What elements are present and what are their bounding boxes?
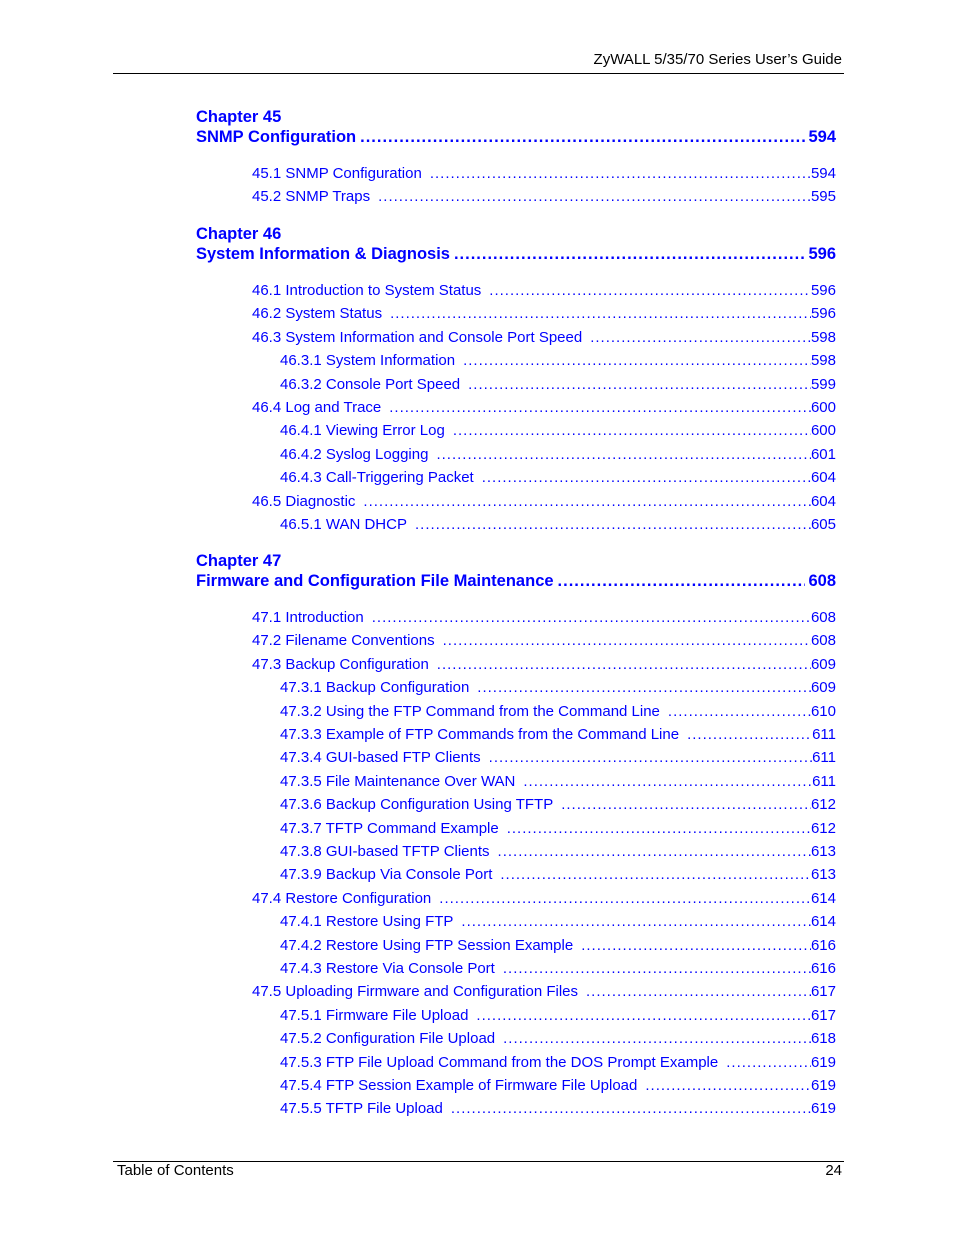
toc-entry-page-number: 614 [810, 913, 836, 931]
toc-entry-title: 47.3.3 Example of FTP Commands from the Command Line [280, 726, 680, 743]
toc-subsection-link[interactable] [280, 445, 836, 465]
toc-entry-page-number: 595 [810, 188, 836, 206]
dot-leader [437, 655, 811, 675]
toc-section-link[interactable] [252, 187, 836, 207]
toc-section-link[interactable] [252, 631, 836, 651]
toc-entry-title: 47.5.5 TFTP File Upload [280, 1100, 443, 1118]
toc-entry-page-number: 610 [810, 702, 836, 720]
toc-entry-title: 46.4.2 Syslog Logging [280, 445, 429, 463]
toc-entry-page-number: 609 [810, 655, 836, 673]
header-rule [113, 73, 844, 74]
toc-section-link[interactable] [252, 492, 836, 512]
chapter-label: Chapter 47 [196, 552, 282, 570]
dot-leader [581, 936, 811, 956]
toc-entry-page-number: 619 [810, 1100, 836, 1118]
footer-page-number: 24 [825, 1162, 842, 1179]
toc-subsection-link[interactable] [280, 1053, 836, 1073]
dot-leader [489, 748, 812, 768]
toc-entry-page-number: 598 [810, 352, 836, 370]
toc-subsection-link[interactable] [280, 515, 836, 535]
dot-leader [590, 328, 811, 348]
toc-subsection-link[interactable] [280, 748, 836, 768]
toc-entry-page-number: 611 [812, 749, 836, 767]
toc-section-link[interactable] [252, 982, 836, 1002]
dot-leader [363, 492, 811, 512]
dot-leader [498, 842, 811, 862]
toc-entry-title: 47.5 Uploading Firmware and Configuration Files [252, 983, 579, 1001]
toc-section-link[interactable] [252, 398, 836, 418]
chapter-title: System Information & Diagnosis [196, 245, 450, 263]
toc-entry-page-number: 617 [810, 983, 836, 1001]
toc-entry-page-number: 611 [812, 726, 836, 743]
dot-leader [558, 571, 806, 591]
toc-section-link[interactable] [252, 164, 836, 184]
dot-leader [687, 725, 812, 745]
toc-entry-title: 46.5 Diagnostic [252, 492, 356, 510]
toc-subsection-link[interactable] [280, 959, 836, 979]
toc-entry-page-number: 599 [810, 375, 836, 393]
toc-entry-page-number: 616 [810, 936, 836, 954]
toc-entry-page-number: 604 [810, 492, 836, 510]
toc-entry-page-number: 604 [810, 469, 836, 487]
toc-entry-title: 47.3.1 Backup Configuration [280, 679, 470, 697]
toc-entry-title: 46.2 System Status [252, 305, 383, 323]
toc-entry-title: 46.5.1 WAN DHCP [280, 516, 407, 533]
toc-entry-title: 47.3.5 File Maintenance Over WAN [280, 772, 516, 790]
dot-leader [507, 819, 811, 839]
toc-section-link[interactable] [252, 889, 836, 909]
toc-entry-page-number: 600 [810, 422, 836, 440]
toc-subsection-link[interactable] [280, 865, 836, 885]
chapter-title-link[interactable] [196, 244, 836, 264]
chapter-page-number: 594 [808, 128, 836, 146]
dot-leader [451, 1099, 811, 1119]
toc-entry-page-number: 608 [810, 632, 836, 650]
toc-entry-title: 47.5.4 FTP Session Example of Firmware File Upload [280, 1077, 638, 1094]
dot-leader [668, 702, 811, 722]
toc-entry-page-number: 611 [812, 772, 836, 790]
toc-entry-page-number: 601 [810, 445, 836, 463]
running-header-title: ZyWALL 5/35/70 Series User’s Guide [593, 51, 842, 68]
dot-leader [430, 164, 811, 184]
dot-leader [443, 631, 811, 651]
toc-entry-title: 47.3.8 GUI-based TFTP Clients [280, 843, 490, 860]
toc-subsection-link[interactable] [280, 912, 836, 932]
chapter-label: Chapter 45 [196, 108, 282, 126]
toc-entry-title: 47.4.1 Restore Using FTP [280, 913, 454, 931]
dot-leader [415, 515, 811, 535]
dot-leader [372, 608, 811, 628]
footer-section-label: Table of Contents [117, 1162, 234, 1179]
dot-leader [453, 421, 811, 441]
dot-leader [477, 678, 811, 698]
toc-entry-page-number: 617 [810, 1006, 836, 1024]
toc-entry-page-number: 598 [810, 328, 836, 346]
dot-leader [454, 244, 806, 264]
toc-subsection-link[interactable] [280, 819, 836, 839]
chapter-page-number: 608 [808, 572, 836, 590]
toc-entry-title: 46.1 Introduction to System Status [252, 282, 482, 299]
toc-entry-page-number: 596 [810, 305, 836, 323]
dot-leader [726, 1053, 811, 1073]
toc-entry-title: 47.4 Restore Configuration [252, 889, 432, 907]
toc-subsection-link[interactable] [280, 421, 836, 441]
chapter-title: SNMP Configuration [196, 128, 357, 146]
toc-entry-title: 46.4.1 Viewing Error Log [280, 422, 445, 440]
toc-entry-page-number: 612 [810, 819, 836, 837]
dot-leader [360, 127, 805, 147]
toc-entry-page-number: 608 [810, 609, 836, 626]
toc-subsection-link[interactable] [280, 1006, 836, 1026]
toc-entry-page-number: 600 [810, 399, 836, 416]
toc-entry-page-number: 609 [810, 679, 836, 697]
toc-section-link[interactable] [252, 608, 836, 628]
toc-entry-page-number: 596 [810, 282, 836, 299]
toc-entry-page-number: 619 [810, 1077, 836, 1094]
dot-leader [586, 982, 811, 1002]
toc-entry-page-number: 613 [810, 843, 836, 860]
chapter-title-link[interactable] [196, 127, 836, 147]
toc-section-link[interactable] [252, 304, 836, 324]
dot-leader [500, 865, 811, 885]
dot-leader [436, 445, 811, 465]
toc-subsection-link[interactable] [280, 702, 836, 722]
chapter-label: Chapter 46 [196, 225, 282, 243]
toc-subsection-link[interactable] [280, 842, 836, 862]
toc-entry-page-number: 612 [810, 796, 836, 814]
chapter-title-link[interactable] [196, 571, 836, 591]
toc-entry-page-number: 605 [810, 516, 836, 533]
toc-entry-title: 46.4 Log and Trace [252, 399, 382, 416]
dot-leader [503, 1029, 811, 1049]
toc-entry-title: 47.3 Backup Configuration [252, 655, 429, 673]
toc-entry-title: 47.3.9 Backup Via Console Port [280, 866, 493, 884]
toc-entry-title: 47.3.4 GUI-based FTP Clients [280, 749, 481, 767]
toc-section-link[interactable] [252, 281, 836, 301]
toc-entry-page-number: 618 [810, 1030, 836, 1048]
toc-entry-title: 45.1 SNMP Configuration [252, 165, 422, 182]
toc-entry-title: 46.3 System Information and Console Port Speed [252, 328, 583, 346]
toc-entry-title: 47.3.6 Backup Configuration Using TFTP [280, 796, 554, 814]
dot-leader [645, 1076, 811, 1096]
dot-leader [439, 889, 811, 909]
dot-leader [482, 468, 811, 488]
dot-leader [463, 351, 811, 371]
toc-subsection-link[interactable] [280, 772, 836, 792]
toc-subsection-link[interactable] [280, 678, 836, 698]
dot-leader [390, 304, 811, 324]
toc-entry-page-number: 594 [810, 165, 836, 182]
toc-entry-page-number: 614 [810, 889, 836, 907]
toc-subsection-link[interactable] [280, 1099, 836, 1119]
toc-entry-title: 46.3.2 Console Port Speed [280, 375, 461, 393]
dot-leader [389, 398, 811, 418]
toc-entry-title: 47.5.2 Configuration File Upload [280, 1030, 496, 1048]
toc-entry-title: 47.5.1 Firmware File Upload [280, 1006, 469, 1024]
toc-subsection-link[interactable] [280, 468, 836, 488]
toc-entry-title: 45.2 SNMP Traps [252, 188, 371, 206]
chapter-page-number: 596 [808, 245, 836, 263]
toc-subsection-link[interactable] [280, 936, 836, 956]
toc-entry-title: 47.3.7 TFTP Command Example [280, 819, 499, 837]
toc-subsection-link[interactable] [280, 795, 836, 815]
dot-leader [561, 795, 811, 815]
dot-leader [378, 187, 811, 207]
toc-entry-title: 47.2 Filename Conventions [252, 632, 435, 650]
toc-entry-title: 47.4.3 Restore Via Console Port [280, 960, 495, 977]
toc-entry-page-number: 613 [810, 866, 836, 884]
toc-entry-title: 47.4.2 Restore Using FTP Session Example [280, 936, 574, 954]
toc-entry-title: 47.1 Introduction [252, 609, 364, 626]
toc-entry-page-number: 619 [810, 1053, 836, 1071]
toc-section-link[interactable] [252, 655, 836, 675]
toc-entry-title: 47.5.3 FTP File Upload Command from the DOS Prompt Example [280, 1053, 719, 1071]
dot-leader [468, 375, 811, 395]
dot-leader [476, 1006, 811, 1026]
dot-leader [489, 281, 811, 301]
toc-entry-title: 47.3.2 Using the FTP Command from the Command Line [280, 702, 660, 720]
toc-subsection-link[interactable] [280, 725, 836, 745]
toc-entry-page-number: 616 [810, 960, 836, 977]
toc-subsection-link[interactable] [280, 375, 836, 395]
toc-entry-title: 46.3.1 System Information [280, 352, 456, 370]
toc-subsection-link[interactable] [280, 351, 836, 371]
chapter-title: Firmware and Configuration File Maintenance [196, 572, 554, 590]
toc-subsection-link[interactable] [280, 1076, 836, 1096]
dot-leader [461, 912, 811, 932]
dot-leader [523, 772, 812, 792]
dot-leader [503, 959, 811, 979]
toc-subsection-link[interactable] [280, 1029, 836, 1049]
toc-section-link[interactable] [252, 328, 836, 348]
toc-entry-title: 46.4.3 Call-Triggering Packet [280, 469, 474, 487]
